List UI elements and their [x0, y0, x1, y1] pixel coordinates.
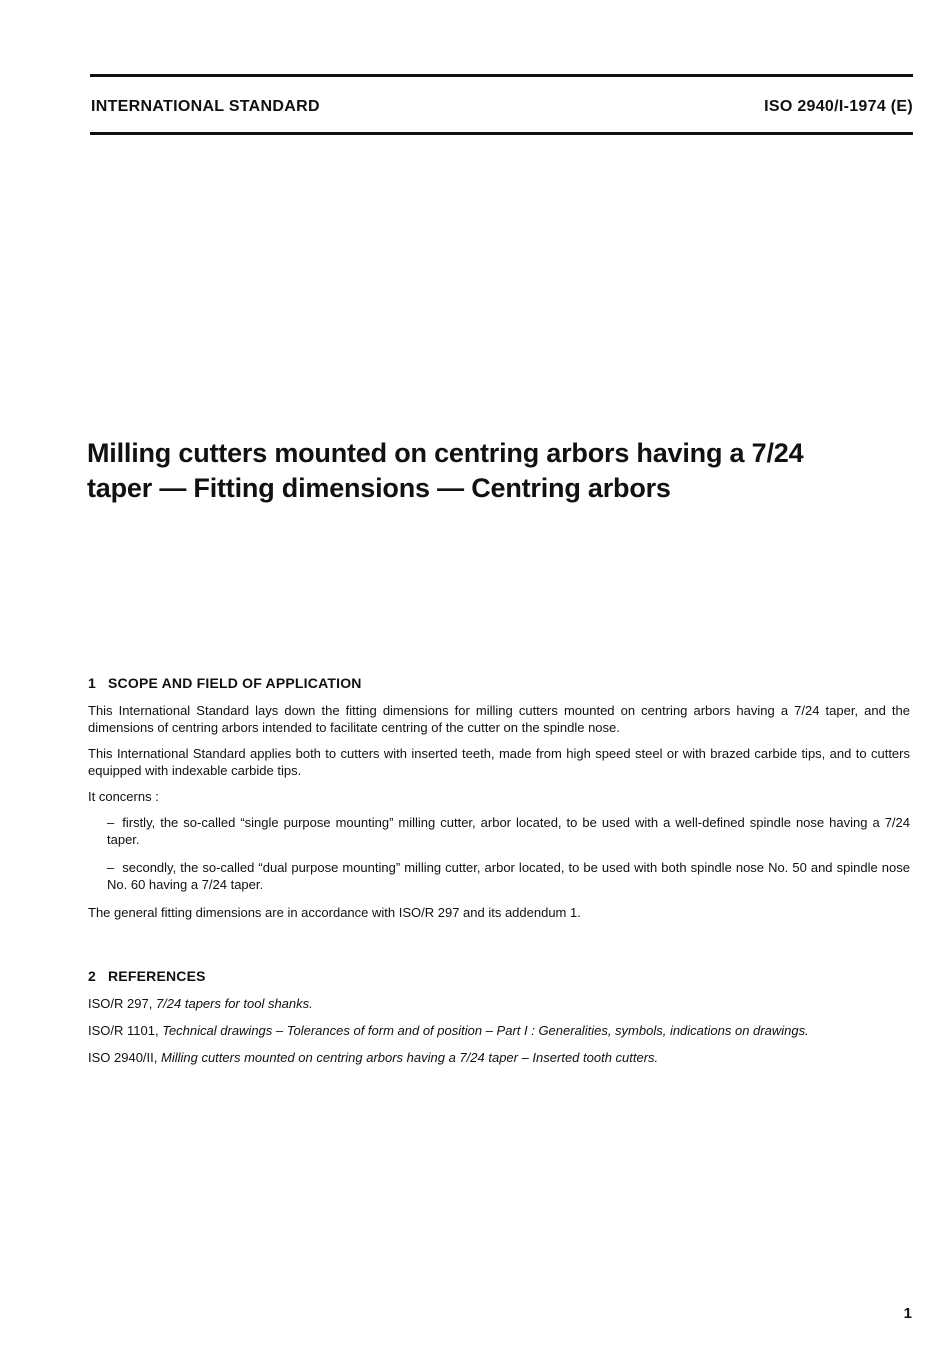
section-heading: [88, 967, 910, 985]
section-number: 2: [88, 968, 96, 984]
document-title: [87, 436, 877, 506]
paragraph: This International Standard applies both to cutters with inserted teeth, made from high speed steel or with brazed carbide tips, and to cutters equipped with indexable carbide tips.: [88, 746, 910, 778]
reference-title: 7/24 tapers for tool shanks.: [155, 996, 313, 1011]
list-dash: –: [107, 860, 115, 875]
standard-number: ISO 2940/I-1974 (E): [764, 98, 913, 115]
paragraph: It concerns :: [88, 789, 159, 804]
reference-title: Technical drawings – Tolerances of form and of position – Part I : Generalities, symbols, indications on drawings.: [162, 1023, 809, 1038]
section-title: SCOPE AND FIELD OF APPLICATION: [108, 675, 362, 691]
paragraph: The general fitting dimensions are in accordance with ISO/R 297 and its addendum 1.: [88, 905, 581, 920]
reference-code: ISO/R 1101,: [88, 1023, 159, 1038]
header-bottom-rule: [90, 132, 913, 135]
list-item-text: secondly, the so-called “dual purpose mounting” milling cutter, arbor located, to be used with both spindle nose No. 50 and spindle nose No. 60 having a 7/24 taper.: [107, 860, 910, 892]
reference-item: [88, 995, 910, 1012]
page-number: 1: [903, 1305, 912, 1322]
header-top-rule: [90, 74, 913, 77]
reference-item: [88, 1049, 910, 1066]
section-scope: [88, 674, 910, 930]
section-title: REFERENCES: [108, 968, 206, 984]
list-item: [107, 814, 910, 848]
reference-code: ISO 2940/II,: [88, 1050, 158, 1065]
list-item-text: firstly, the so-called “single purpose mounting” milling cutter, arbor located, to be used with a well-defined spindle nose having a 7/24 taper.: [107, 815, 910, 847]
title-line-1: Milling cutters mounted on centring arbors having a 7/24: [87, 438, 804, 468]
reference-item: [88, 1022, 910, 1039]
reference-title: Milling cutters mounted on centring arbors having a 7/24 taper – Inserted tooth cutters.: [161, 1050, 659, 1065]
document-type-label: INTERNATIONAL STANDARD: [91, 98, 320, 115]
list-dash: –: [107, 815, 115, 830]
title-line-2: taper — Fitting dimensions — Centring arbors: [87, 473, 671, 503]
section-references: [88, 967, 910, 1076]
section-heading: [88, 674, 910, 692]
section-number: 1: [88, 675, 96, 691]
list-item: [107, 859, 910, 893]
paragraph: This International Standard lays down the fitting dimensions for milling cutters mounted on centring arbors having a 7/24 taper, and the dimensions of centring arbors intended to facilitate centring of the cutter on the spindle nose.: [88, 703, 910, 735]
reference-code: ISO/R 297,: [88, 996, 153, 1011]
